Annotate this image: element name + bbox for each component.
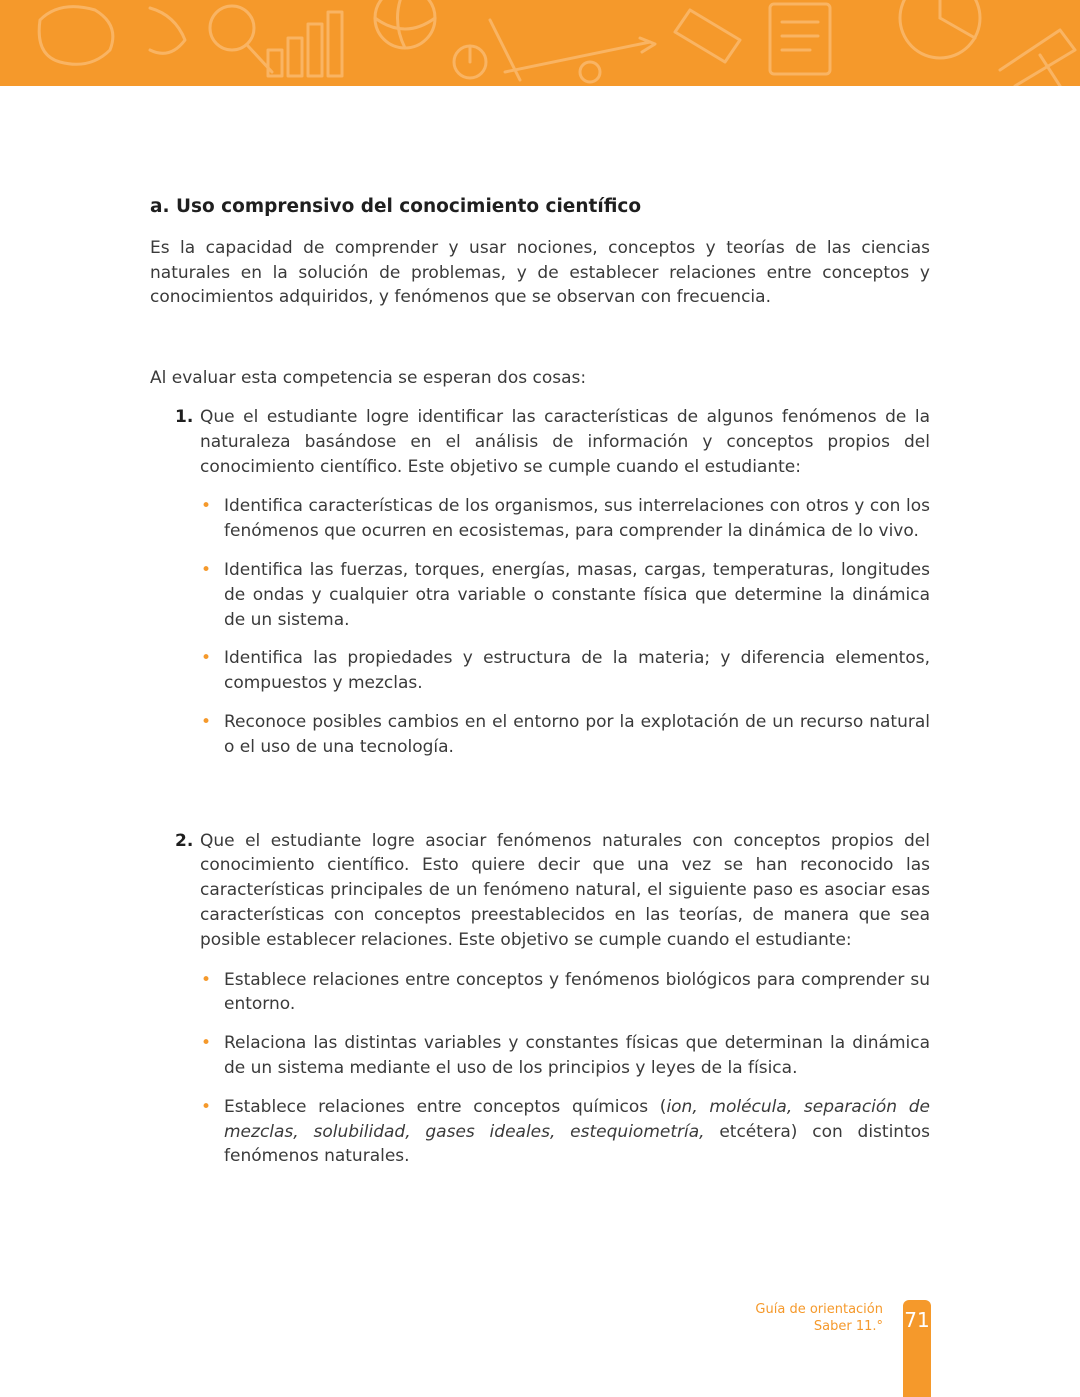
text-plain: etcétera) con distintos fenómenos naturales. <box>224 1121 930 1167</box>
bullet-icon: • <box>201 648 212 669</box>
list-item <box>201 968 930 1018</box>
pencil-icon <box>490 20 655 80</box>
page-number-tab <box>903 1300 931 1397</box>
section-heading: a. Uso comprensivo del conocimiento científico <box>150 196 642 217</box>
bullet-list-1 <box>150 494 930 759</box>
bullet-icon: • <box>201 496 212 517</box>
list-item-text: Establece relaciones entre conceptos y fenómenos biológicos para comprender su entorno. <box>224 969 930 1015</box>
page-number: 71 <box>904 1308 930 1332</box>
header-banner <box>0 0 1080 86</box>
list-item-text: Reconoce posibles cambios en el entorno por la explotación de un recurso natural o el uso de una tecnología. <box>224 711 930 757</box>
list-item-text: Relaciona las distintas variables y constantes físicas que determinan la dinámica de un sistema mediante el uso de los principios y leyes de la física. <box>224 1033 930 1078</box>
item-number: 1. <box>175 406 194 427</box>
list-item <box>201 1095 930 1169</box>
list-item-text <box>224 1097 930 1167</box>
numbered-item-2 <box>150 829 930 953</box>
intro-paragraph: Es la capacidad de comprender y usar nociones, conceptos y teorías de las ciencias naturales en la solución de problemas, y de establecer relaciones entre conceptos y conocimientos adquiridos, y fenómenos que se observan con frecuencia. <box>150 237 930 308</box>
footer-line-2: Saber 11.° <box>813 1319 883 1334</box>
footer-guide-label <box>755 1301 883 1335</box>
list-item <box>201 1031 930 1081</box>
map-icon <box>39 7 185 65</box>
list-item <box>201 558 930 632</box>
lead-paragraph: Al evaluar esta competencia se esperan dos cosas: <box>150 368 587 389</box>
text-plain: Establece relaciones entre conceptos químicos ( <box>224 1096 667 1117</box>
magnifier-icon <box>210 6 272 72</box>
list-item-text: Identifica las propiedades y estructura de la materia; y diferencia elementos, compuestos y mezclas. <box>224 648 930 694</box>
telescope-icon <box>1000 30 1075 86</box>
bullet-icon: • <box>201 711 212 732</box>
bullet-icon: • <box>201 559 212 580</box>
list-item-text: Identifica las fuerzas, torques, energías, masas, cargas, temperaturas, longitudes de ondas y cualquier otra variable o constante física que determine la dinámica de un sistema. <box>224 559 930 630</box>
notepad-icon <box>770 4 830 74</box>
list-item <box>201 494 930 544</box>
bar-chart-icon <box>268 12 342 76</box>
item-number: 2. <box>175 830 194 851</box>
main-content <box>150 195 930 1183</box>
text-italic: ion, molécula, separación de mezclas, solubilidad, gases ideales, estequiometría, <box>224 1096 930 1142</box>
bullet-icon: • <box>201 1096 212 1117</box>
list-item-text: Identifica características de los organismos, sus interrelaciones con otros y con los fenómenos que ocurren en ecosistemas, para comprender la dinámica de lo vivo. <box>224 496 930 542</box>
bullet-list-2 <box>150 968 930 1170</box>
item-text: Que el estudiante logre identificar las características de algunos fenómenos de la naturaleza basándose en el análisis de información y conceptos propios del conocimiento científico. Este objetivo se cumple cuando el estudiante: <box>200 406 930 477</box>
footer-line-1: Guía de orientación <box>755 1302 883 1317</box>
bullet-icon: • <box>201 1033 212 1054</box>
bullet-icon: • <box>201 969 212 990</box>
item-text: Que el estudiante logre asociar fenómenos naturales con conceptos propios del conocimiento científico. Esto quiere decir que una vez se han reconocido las características principales de un fenómeno natural, el siguiente paso es asociar esas características con conceptos preestablecidos en las teorías, de manera que sea posible establecer relaciones. Este objetivo se cumple cuando el estudiante: <box>200 830 930 950</box>
list-item <box>201 646 930 696</box>
globe-icon <box>375 0 435 48</box>
list-item <box>201 710 930 760</box>
ruler-icon <box>580 10 740 82</box>
numbered-item-1 <box>150 405 930 479</box>
